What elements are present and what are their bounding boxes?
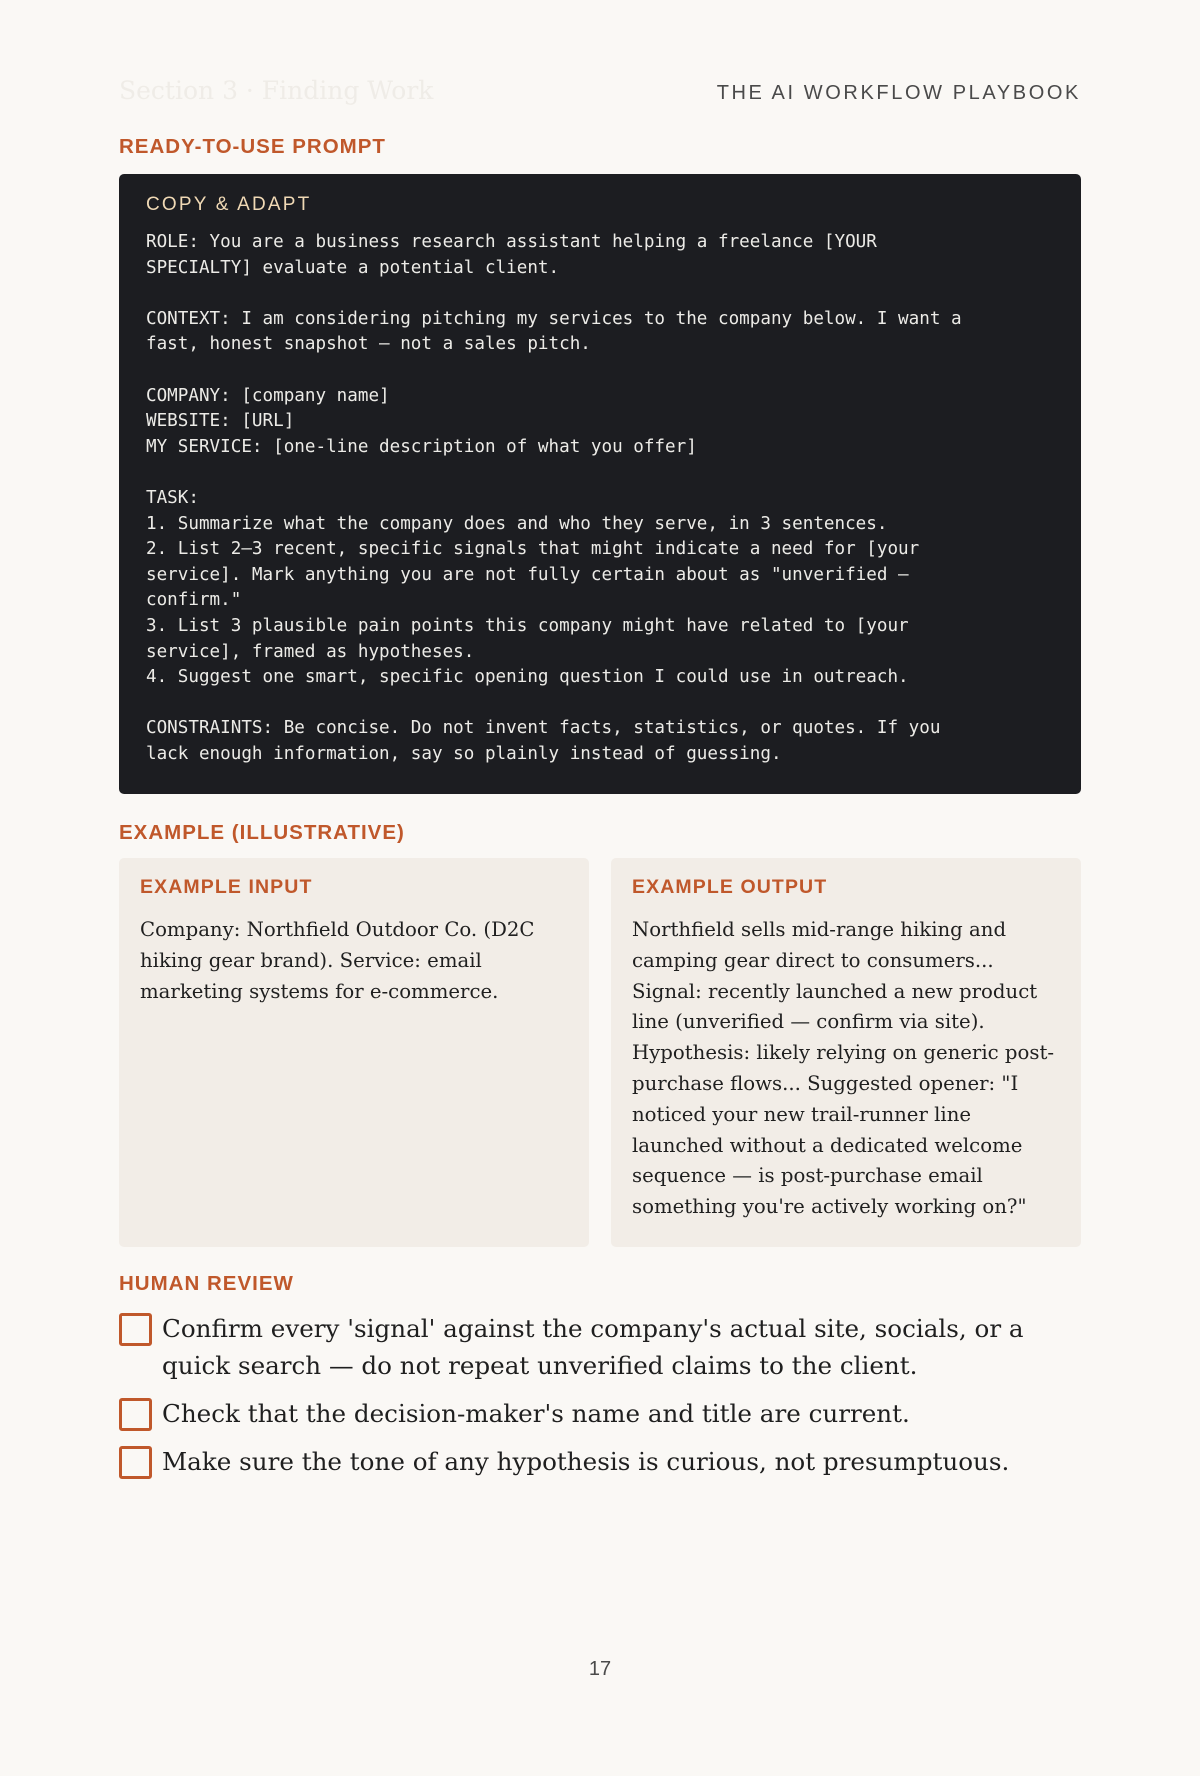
page xyxy=(119,0,1081,1776)
example-section-heading: EXAMPLE (ILLUSTRATIVE) xyxy=(119,821,405,844)
checklist-item xyxy=(119,1395,1081,1432)
checklist-item-text: Check that the decision-maker's name and title are current. xyxy=(162,1399,910,1428)
checklist-item-text: Make sure the tone of any hypothesis is curious, not presumptuous. xyxy=(162,1447,1010,1476)
checklist-item-text: Confirm every 'signal' against the company's actual site, socials, or a quick search — do not repeat unverified claims to the client. xyxy=(162,1314,1024,1380)
checklist-item xyxy=(119,1443,1081,1480)
example-output-body: Northfield sells mid-range hiking and camping gear direct to consumers... Signal: recently launched a new product line (unverified — confirm via site). Hypothesis: likely relying on generic post-purchase flows... Suggested opener: "I noticed your new trail-runner line launched without a dedicated welcome sequence — is post-purchase email something you're actively working on?" xyxy=(632,918,1055,1219)
section-title: Section 3 · Finding Work xyxy=(119,76,434,105)
book-title: THE AI WORKFLOW PLAYBOOK xyxy=(716,82,1081,104)
prompt-section-heading: READY-TO-USE PROMPT xyxy=(119,135,386,158)
checklist-item xyxy=(119,1310,1081,1384)
review-checklist xyxy=(119,1310,1081,1491)
example-input-card xyxy=(119,858,589,1247)
prompt-code-block[interactable] xyxy=(119,174,1081,794)
checkbox-icon[interactable] xyxy=(119,1398,152,1431)
example-input-body: Company: Northfield Outdoor Co. (D2C hiking gear brand). Service: email marketing systems for e-commerce. xyxy=(140,918,535,1003)
checkbox-icon[interactable] xyxy=(119,1313,152,1346)
example-output-card xyxy=(611,858,1081,1247)
prompt-text[interactable]: ROLE: You are a business research assistant helping a freelance [YOUR SPECIALTY] evaluate a potential client. CONTEXT: I am considering pitching my services to the company below. I want a fast, honest snapshot — not a sales pitch. COMPANY: [company name] WEBSITE: [URL] MY SERVICE: [one-line description of what you offer] TASK: 1. Summarize what the company does and who they serve, in 3 sentences. 2. List 2–3 recent, specific signals that might indicate a need for [your service]. Mark anything you are not fully certain about as "unverified — confirm." 3. List 3 plausible pain points this company might have related to [your service], framed as hypotheses. 4. Suggest one smart, specific opening question I could use in outreach. CONSTRAINTS: Be concise. Do not invent facts, statistics, or quotes. If you lack enough information, say so plainly instead of guessing. xyxy=(146,232,962,764)
page-number: 17 xyxy=(588,1658,612,1680)
running-header xyxy=(119,76,1081,112)
example-input-title: EXAMPLE INPUT xyxy=(140,876,313,898)
checkbox-icon[interactable] xyxy=(119,1446,152,1479)
prompt-caption: COPY & ADAPT xyxy=(146,194,312,215)
example-output-title: EXAMPLE OUTPUT xyxy=(632,876,828,898)
human-review-heading: HUMAN REVIEW xyxy=(119,1272,294,1295)
